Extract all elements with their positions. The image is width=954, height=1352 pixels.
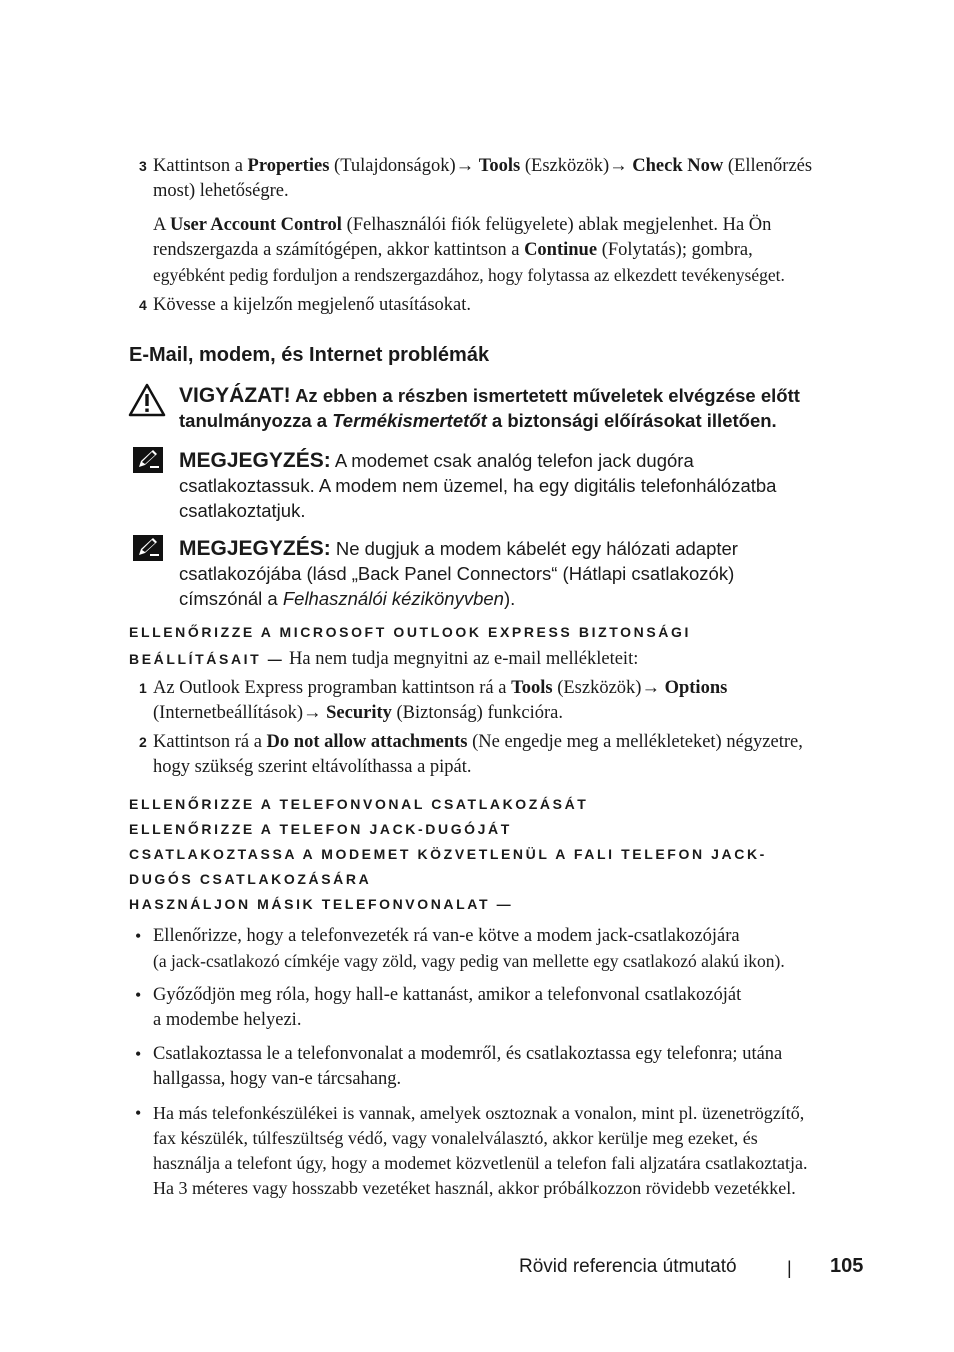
step-number: 1: [139, 680, 147, 696]
phone-heading: CSATLAKOZTASSA A MODEMET KÖZVETLENÜL A FALI TELEFON JACK-: [129, 846, 767, 862]
step-4-text: Kövesse a kijelzőn megjelenő utasításokat.: [153, 295, 472, 315]
bullet-icon: •: [135, 985, 142, 1005]
outlook-heading-line2: BEÁLLÍTÁSAIT — Ha nem tudja megnyitni az e-mail mellékleteit:: [129, 649, 639, 669]
phone-heading: DUGÓS CSATLAKOZÁSÁRA: [129, 871, 372, 887]
bullet-icon: •: [135, 1044, 142, 1064]
bullet-icon: •: [135, 1103, 142, 1123]
uac-paragraph: A User Account Control (Felhasználói fiók felügyelete) ablak megjelenhet. Ha Ön rendszergazda a számítógépen, akkor kattintson a Continue (Folytatás); gombra, egyébként pedig forduljon a rendszergazdához, hogy folytassa az elkezdett tevékenységet.: [153, 215, 785, 285]
bullet-icon: •: [135, 926, 142, 946]
page-number: 105: [830, 1255, 864, 1277]
note-1-text: MEGJEGYZÉS: A modemet csak analóg telefon jack dugóra csatlakoztassuk. A modem nem üzemel, ha egy digitális telefonhálózatba csatlakoztatjuk.: [179, 449, 777, 521]
outlook-step-1-text: Az Outlook Express programban kattintson rá a Tools (Eszközök)→ Options (Internetbeállítások)→ Security (Biztonság) funkcióra.: [153, 678, 728, 723]
caution-text: VIGYÁZAT! Az ebben a részben ismertetett műveletek elvégzése előtt tanulmányozza a Termékismertetőt a biztonsági előírásokat illetően.: [179, 384, 800, 431]
phone-heading: HASZNÁLJON MÁSIK TELEFONVONALAT —: [129, 896, 514, 912]
outlook-step-2-text: Kattintson rá a Do not allow attachments (Ne engedje meg a mellékleteket) négyzetre, hogy szükség szerint eltávolíthassa a pipát.: [153, 732, 803, 777]
section-heading: E-Mail, modem, és Internet problémák: [129, 344, 490, 366]
list-item: Ha más telefonkészülékei is vannak, amelyek osztoznak a vonalon, mint pl. üzenetrögzítő, fax készülék, túlfeszültség védő, vagy vonalelválasztó, akkor kerülje meg ezeket, és használja a telefont úgy, hogy a modemet közvetlenül a telefon fali aljzatára csatlakoztatja. Ha 3 méteres vagy hosszabb vezetéket használ, akkor próbálkozzon rövidebb vezetékkel.: [153, 1103, 808, 1198]
list-item: Csatlakoztassa le a telefonvonalat a modemről, és csatlakoztassa egy telefonra; utána hallgassa, hogy van-e tárcsahang.: [153, 1044, 783, 1089]
footer-title: Rövid referencia útmutató: [519, 1256, 737, 1277]
caution-icon: [128, 383, 166, 417]
phone-heading: ELLENŐRIZZE A TELEFONVONAL CSATLAKOZÁSÁT: [129, 796, 589, 812]
note-pencil-icon: [133, 535, 163, 561]
phone-heading: ELLENŐRIZZE A TELEFON JACK-DUGÓJÁT: [129, 821, 512, 837]
step-3-text: Kattintson a Properties (Tulajdonságok)→ Tools (Eszközök)→ Check Now (Ellenőrzés most) lehetőségre.: [153, 156, 813, 201]
phone-headings: [129, 792, 767, 917]
step-number: 2: [139, 734, 147, 750]
list-item: Ellenőrizze, hogy a telefonvezeték rá van-e kötve a modem jack-csatlakozójára (a jack-csatlakozó címkéje vagy zöld, vagy pedig van mellette egy csatlakozó alakú ikon).: [153, 926, 785, 971]
step-number: 3: [139, 158, 147, 174]
list-item: Győződjön meg róla, hogy hall-e kattanást, amikor a telefonvonal csatlakozóját a modembe helyezi.: [153, 985, 742, 1030]
note-pencil-icon: [133, 447, 163, 473]
note-2-text: MEGJEGYZÉS: Ne dugjuk a modem kábelét egy hálózati adapter csatlakozójába (lásd „Back Panel Connectors“ (Hátlapi csatlakozók) címszónál a Felhasználói kézikönyvben).: [179, 537, 738, 609]
outlook-heading: ELLENŐRIZZE A MICROSOFT OUTLOOK EXPRESS BIZTONSÁGI: [129, 624, 691, 640]
step-number: 4: [139, 297, 147, 313]
footer-separator: |: [787, 1258, 792, 1278]
